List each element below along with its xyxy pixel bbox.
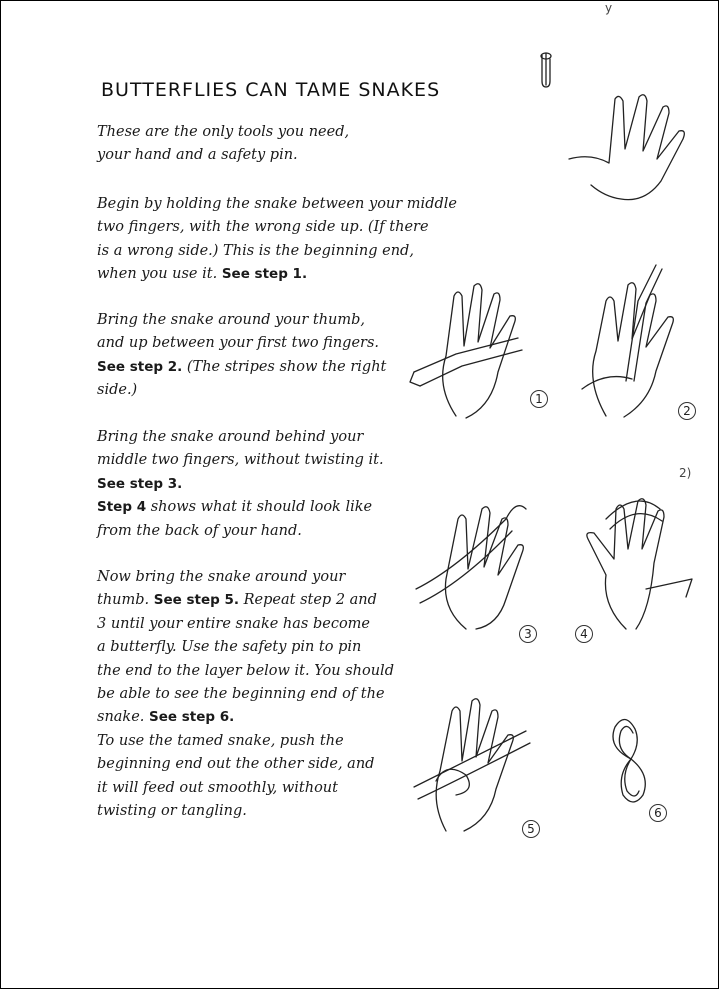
text-line: a butterfly. Use the safety pin to pin bbox=[97, 639, 362, 656]
text-line: is a wrong side.) This is the beginning end, bbox=[97, 242, 414, 259]
step-4-hand-icon bbox=[576, 479, 706, 639]
step-1-hand-icon bbox=[406, 276, 546, 426]
step-reference: See step 1. bbox=[221, 266, 308, 283]
paragraph-tools bbox=[97, 121, 349, 168]
open-hand-icon bbox=[561, 89, 701, 209]
text-line: These are the only tools you need, bbox=[97, 124, 350, 140]
figure-number: 6 bbox=[649, 804, 667, 822]
text-line: snake. bbox=[97, 709, 145, 726]
step-reference: See step 5. bbox=[153, 592, 240, 609]
text-line: from the back of your hand. bbox=[97, 522, 302, 539]
text-line: it will feed out smoothly, without bbox=[97, 779, 338, 796]
figure-number: 4 bbox=[575, 625, 593, 643]
text-line: and up between your first two fingers. bbox=[97, 335, 380, 352]
text-line: beginning end out the other side, and bbox=[97, 756, 375, 773]
figure-number: 3 bbox=[519, 625, 537, 643]
step-reference: See step 3. bbox=[97, 475, 183, 492]
text-line: middle two fingers, without twisting it. bbox=[97, 452, 384, 469]
text-line: Bring the snake around your thumb, bbox=[97, 312, 366, 328]
safety-pin-icon bbox=[536, 51, 556, 91]
text-line: To use the tamed snake, push the bbox=[97, 733, 344, 749]
text-line: Begin by holding the snake between your middle bbox=[97, 196, 457, 212]
paragraph-step-2 bbox=[97, 309, 386, 403]
text-line: your hand and a safety pin. bbox=[97, 147, 298, 164]
text-line: shows what it should look like bbox=[150, 499, 373, 516]
figure-number: 2 bbox=[678, 402, 696, 420]
margin-mark-2: 2) bbox=[679, 466, 692, 480]
text-line: Bring the snake around behind your bbox=[97, 429, 364, 445]
text-line: Now bring the snake around your bbox=[97, 569, 346, 585]
paragraph-step-1 bbox=[97, 193, 457, 287]
text-line: side.) bbox=[97, 382, 138, 399]
text-line: twisting or tangling. bbox=[97, 803, 247, 820]
text-line: thumb. bbox=[97, 592, 150, 609]
figure-number: 1 bbox=[530, 390, 548, 408]
text-line: be able to see the beginning end of the bbox=[97, 686, 385, 703]
text-line: when you use it. bbox=[97, 266, 218, 283]
step-reference: Step 4 bbox=[97, 499, 147, 516]
text-line: the end to the layer below it. You should bbox=[97, 662, 394, 679]
text-line: 3 until your entire snake has become bbox=[97, 615, 371, 632]
step-reference: See step 6. bbox=[149, 709, 235, 726]
page-title: BUTTERFLIES CAN TAME SNAKES bbox=[101, 79, 441, 101]
paragraph-step-3-4 bbox=[97, 426, 384, 543]
figure-number: 5 bbox=[522, 820, 540, 838]
paragraph-step-5-6 bbox=[97, 566, 394, 730]
step-3-hand-icon bbox=[406, 479, 546, 639]
text-line: (The stripes show the right bbox=[186, 358, 387, 375]
margin-mark-y: y bbox=[605, 1, 613, 15]
paragraph-usage bbox=[97, 730, 374, 824]
step-6-butterfly-icon bbox=[601, 711, 661, 811]
step-5-hand-icon bbox=[406, 691, 546, 841]
text-line: two fingers, with the wrong side up. (If there bbox=[97, 219, 429, 236]
step-reference: See step 2. bbox=[97, 358, 183, 375]
text-line: Repeat step 2 and bbox=[243, 592, 377, 609]
